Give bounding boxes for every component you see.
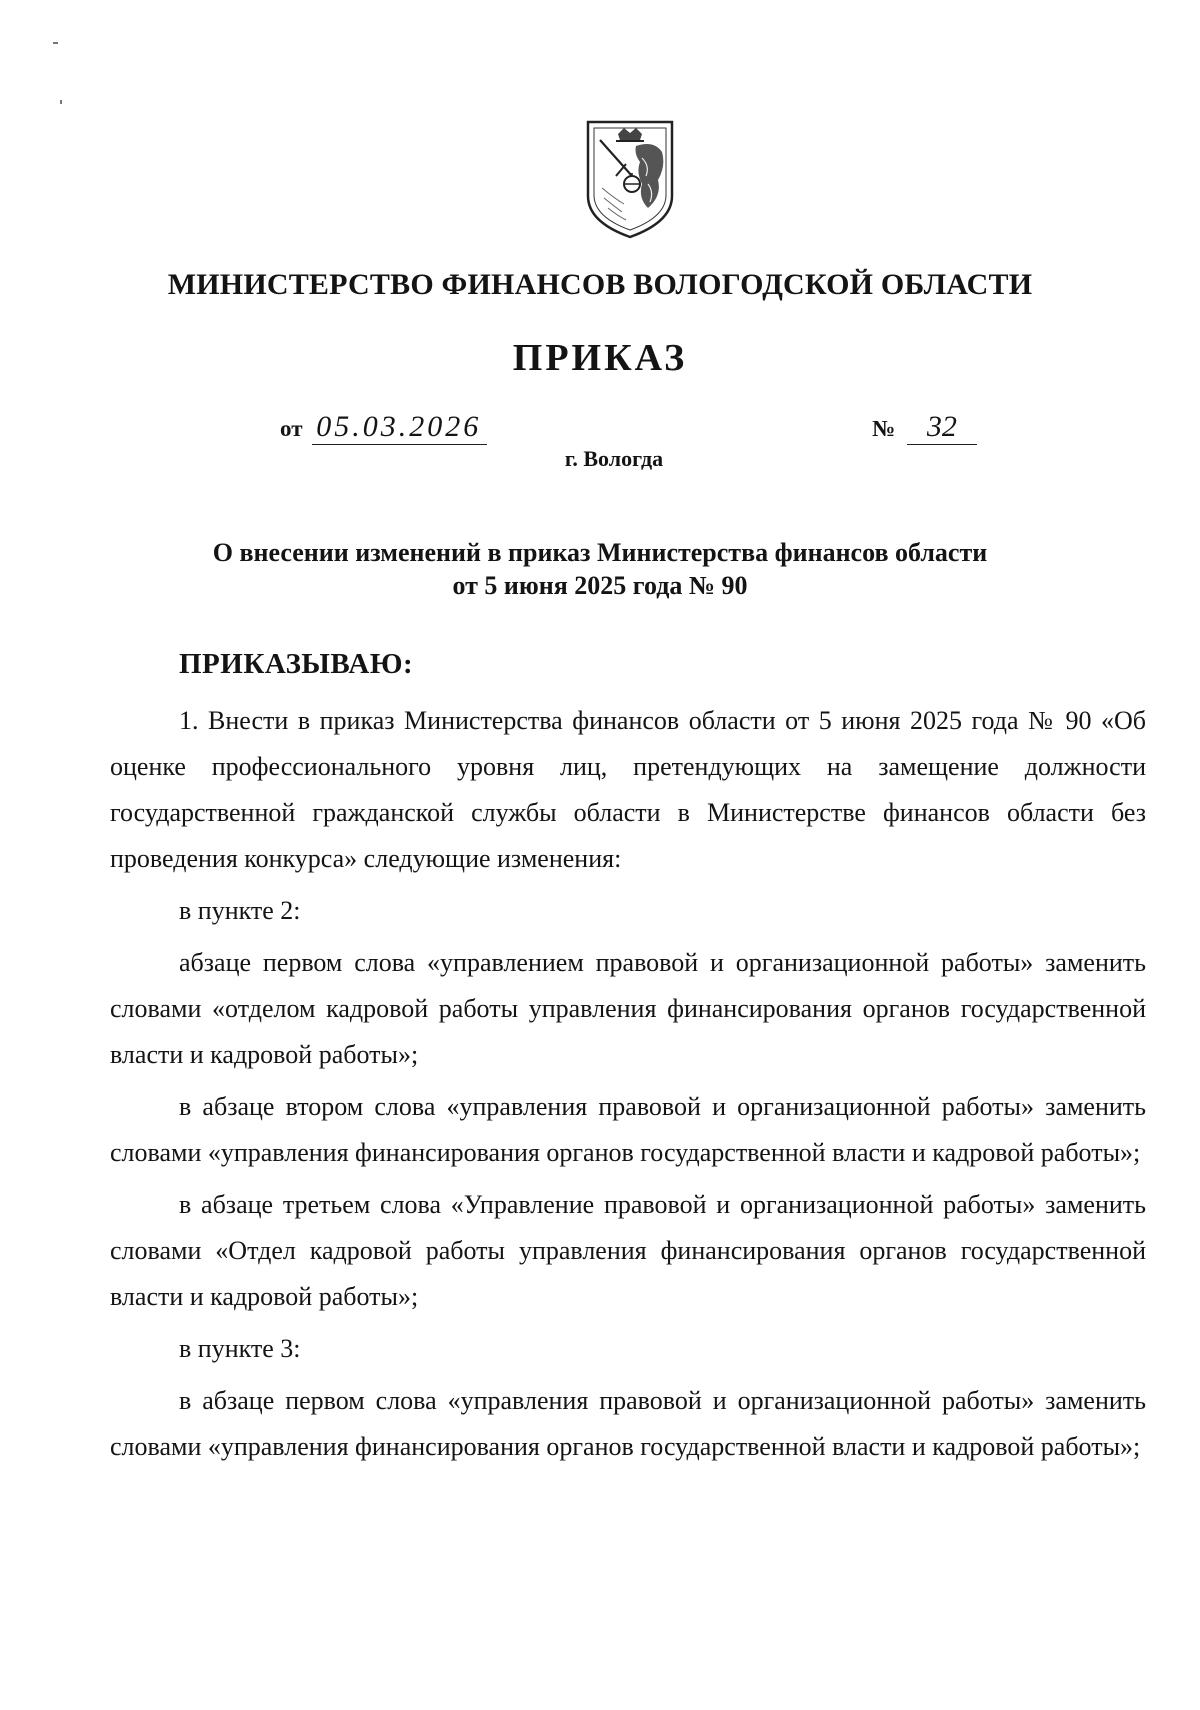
handwritten-number: 32 [907,410,977,445]
subject-line: О внесении изменений в приказ Министерства финансов области [212,538,988,567]
orders-heading: ПРИКАЗЫВАЮ: [179,648,414,680]
handwritten-date: 05.03.2026 [312,410,487,445]
document-date [280,410,487,445]
body-paragraph: в абзаце втором слова «управления правовой и организационной работы» заменить словами «управления финансирования органов государственной власти и кадровой работы»; [110,1092,1146,1167]
number-prefix: № [872,416,896,441]
document-city: г. Вологда [564,446,664,471]
vologda-coat-of-arms-icon [584,118,676,240]
body-paragraph: в абзаце третьем слова «Управление правовой и организационной работы» заменить словами «Отдел кадровой работы управления финансирования органов государственной власти и кадровой работы»; [110,1190,1146,1311]
ministry-title: МИНИСТЕРСТВО ФИНАНСОВ ВОЛОГОДСКОЙ ОБЛАСТИ [167,268,1033,301]
scan-speck [60,100,62,104]
document-body [110,698,1146,1476]
body-paragraph: в пункте 2: [179,896,301,925]
scan-speck [53,42,58,44]
date-prefix: от [280,416,303,441]
document-subject [0,536,1200,602]
document-type-title: ПРИКАЗ [512,337,688,379]
document-number [872,410,977,445]
body-paragraph: абзаце первом слова «управлением правовой и организационной работы» заменить словами «отделом кадровой работы управления финансирования органов государственной власти и кадровой работы»; [110,948,1146,1069]
subject-line: от 5 июня 2025 года № 90 [452,571,748,600]
body-paragraph: 1. Внести в приказ Министерства финансов области от 5 июня 2025 года № 90 «Об оценке профессионального уровня лиц, претендующих на замещение должности государственной гражданской службы области в Министерстве финансов области без проведения конкурса» следующие изменения: [110,706,1146,873]
body-paragraph: в пункте 3: [179,1334,301,1363]
body-paragraph: в абзаце первом слова «управления правовой и организационной работы» заменить словами «управления финансирования органов государственной власти и кадровой работы»; [110,1386,1146,1461]
